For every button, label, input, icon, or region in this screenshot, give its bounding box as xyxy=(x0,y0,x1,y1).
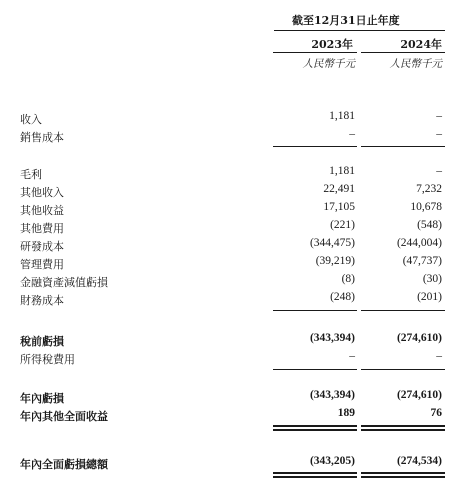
double-rule-top xyxy=(361,425,445,427)
row-value-2023: (39,219) xyxy=(315,255,355,267)
double-rule-bottom xyxy=(273,429,357,431)
row-value-2023: 1,181 xyxy=(329,110,355,122)
row-value-2023: (221) xyxy=(330,219,355,231)
row-value-2024: (47,737) xyxy=(402,255,442,267)
row-value-2024: – xyxy=(436,128,442,140)
row-label: 毛利 xyxy=(20,168,42,181)
row-label: 管理費用 xyxy=(20,258,64,271)
row-value-2024: (548) xyxy=(417,219,442,231)
row-label: 其他收入 xyxy=(20,186,64,199)
subtotal-rule xyxy=(361,369,445,370)
row-value-2023: (344,475) xyxy=(309,237,355,249)
double-rule-top xyxy=(273,472,357,474)
row-value-2024: 10,678 xyxy=(410,201,442,213)
period-header-rule xyxy=(274,30,445,31)
row-value-2024: (201) xyxy=(417,291,442,303)
double-rule-bottom xyxy=(361,476,445,478)
row-value-2024: (274,534) xyxy=(396,455,442,467)
row-value-2023: (8) xyxy=(341,273,355,285)
double-rule-top xyxy=(361,472,445,474)
row-value-2024: (244,004) xyxy=(396,237,442,249)
row-value-2023: – xyxy=(349,350,355,362)
row-label: 收入 xyxy=(20,113,42,126)
unit-2024: 人民幣千元 xyxy=(389,58,442,70)
row-label: 其他費用 xyxy=(20,222,64,235)
row-value-2023: 22,491 xyxy=(323,183,355,195)
row-value-2023: 17,105 xyxy=(323,201,355,213)
row-label: 銷售成本 xyxy=(20,131,64,144)
row-label: 年內其他全面收益 xyxy=(20,410,108,423)
row-value-2023: 1,181 xyxy=(329,165,355,177)
double-rule-bottom xyxy=(273,476,357,478)
row-label: 財務成本 xyxy=(20,294,64,307)
row-label: 其他收益 xyxy=(20,204,64,217)
subtotal-rule xyxy=(273,369,357,370)
year-2023-header: 2023年 xyxy=(311,38,353,51)
row-label: 年內虧損 xyxy=(20,392,64,405)
subtotal-rule xyxy=(273,146,357,147)
row-label: 稅前虧損 xyxy=(20,335,64,348)
row-value-2024: – xyxy=(436,350,442,362)
period-header: 截至12月31日止年度 xyxy=(292,14,400,27)
unit-2023: 人民幣千元 xyxy=(302,58,355,70)
col2-header-rule xyxy=(361,52,445,53)
row-value-2024: 76 xyxy=(430,407,442,419)
row-value-2024: – xyxy=(436,110,442,122)
row-label: 所得稅費用 xyxy=(20,353,75,366)
col1-header-rule xyxy=(273,52,357,53)
subtotal-rule xyxy=(361,310,445,311)
row-value-2023: – xyxy=(349,128,355,140)
row-value-2024: – xyxy=(436,165,442,177)
double-rule-bottom xyxy=(361,429,445,431)
subtotal-rule xyxy=(361,146,445,147)
row-value-2023: (248) xyxy=(330,291,355,303)
double-rule-top xyxy=(273,425,357,427)
row-value-2024: (274,610) xyxy=(396,389,442,401)
row-value-2024: 7,232 xyxy=(416,183,442,195)
row-value-2024: (274,610) xyxy=(396,332,442,344)
row-label: 研發成本 xyxy=(20,240,64,253)
row-value-2023: 189 xyxy=(337,407,355,419)
subtotal-rule xyxy=(273,310,357,311)
row-value-2024: (30) xyxy=(422,273,442,285)
row-label: 金融資產減值虧損 xyxy=(20,276,108,289)
row-value-2023: (343,394) xyxy=(309,332,355,344)
row-value-2023: (343,205) xyxy=(309,455,355,467)
row-label: 年內全面虧損總額 xyxy=(20,458,108,471)
row-value-2023: (343,394) xyxy=(309,389,355,401)
year-2024-header: 2024年 xyxy=(400,38,442,51)
